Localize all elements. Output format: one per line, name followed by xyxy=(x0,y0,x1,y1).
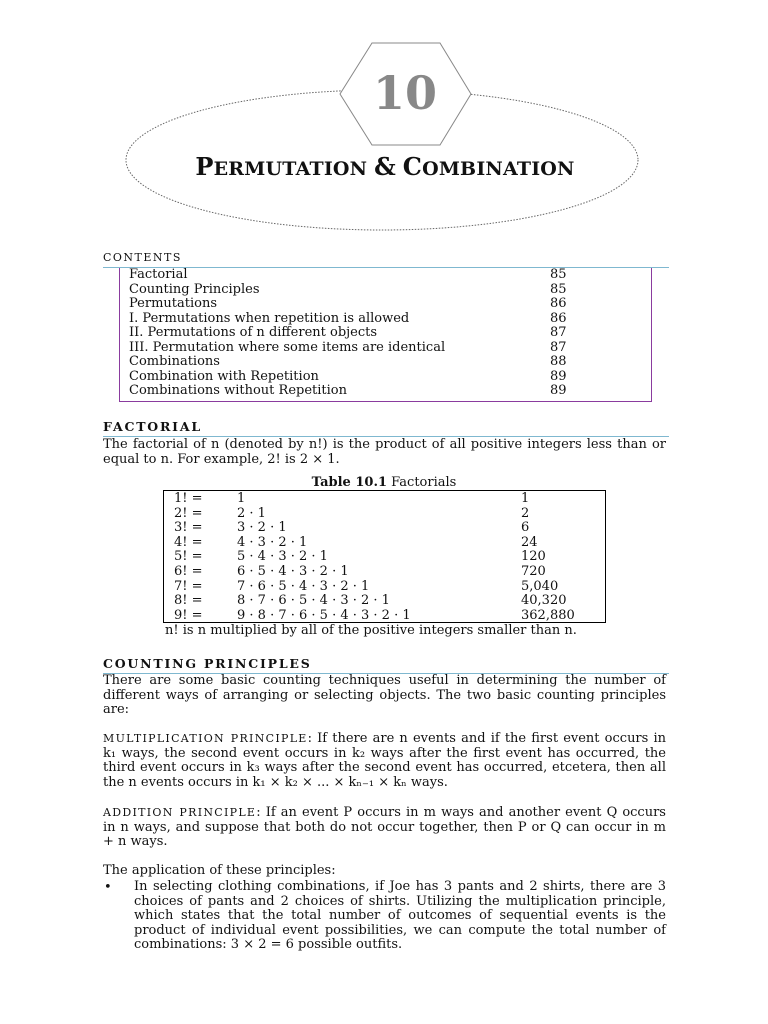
chapter-header-decoration xyxy=(0,0,768,250)
application-intro: The application of these principles: xyxy=(103,863,336,878)
toc-entry[interactable]: Combinations without Repetition 89 xyxy=(129,383,567,398)
table-row: 2! = 2 · 1 2 xyxy=(174,505,530,521)
table-row: 5! = 5 · 4 · 3 · 2 · 1 120 xyxy=(174,549,546,565)
multiplication-principle: MULTIPLICATION PRINCIPLE: If there are n events and if the first event occurs in k₁ ways, the second event occurs in k₂ ways after the first event has occurred, the third event occurs in k₃ ways after the second event has occurred, etcetera, then all the n events occurs in k₁ × k₂ × ... × kₙ₋₁ × kₙ ways. xyxy=(103,731,667,790)
chapter-title xyxy=(140,152,630,181)
toc-entry[interactable]: Permutations 86 xyxy=(129,296,567,311)
toc-entry[interactable]: Combination with Repetition 89 xyxy=(129,368,567,384)
bullet-marker: • xyxy=(104,880,112,895)
table-row: 7! = 7 · 6 · 5 · 4 · 3 · 2 · 1 5,040 xyxy=(174,578,559,594)
toc-entry[interactable]: II. Permutations of n different objects 87 xyxy=(129,325,567,340)
title-word: COMBINATION xyxy=(402,152,575,181)
factorial-table xyxy=(163,490,606,623)
table-row: 4! = 4 · 3 · 2 · 1 24 xyxy=(174,534,538,550)
contents-box xyxy=(119,268,652,402)
table-row: 6! = 6 · 5 · 4 · 3 · 2 · 1 720 xyxy=(174,564,546,579)
title-word: & xyxy=(374,152,396,181)
table-row: 9! = 9 · 8 · 7 · 6 · 5 · 4 · 3 · 2 · 1 362,880 xyxy=(174,607,575,623)
table-row: 8! = 8 · 7 · 6 · 5 · 4 · 3 · 2 · 1 40,320 xyxy=(174,593,567,609)
counting-intro: There are some basic counting techniques useful in determining the number of different ways of arranging or selecting objects. The two basic counting principles are: xyxy=(103,673,666,718)
factorial-table-caption: Table 10.1 Factorials xyxy=(311,475,457,490)
toc-entry[interactable]: Factorial 85 xyxy=(129,267,567,282)
chapter-number: 10 xyxy=(372,66,437,120)
table-row: 1! = 1 1 xyxy=(174,491,530,506)
table-row: 3! = 3 · 2 · 1 6 xyxy=(174,520,530,536)
counting-heading: COUNTING PRINCIPLES xyxy=(103,656,312,671)
toc-entry[interactable]: Counting Principles 85 xyxy=(129,281,567,297)
toc-entry[interactable]: III. Permutation where some items are identical 87 xyxy=(129,339,567,355)
factorial-intro: The factorial of n (denoted by n!) is the product of all positive integers less than or equal to n. For example, 2! is 2 × 1. xyxy=(103,437,666,467)
contents-heading: CONTENTS xyxy=(103,251,182,264)
toc-entry[interactable]: Combinations 88 xyxy=(129,354,567,369)
title-word: PERMUTATION xyxy=(195,152,368,181)
factorial-heading: FACTORIAL xyxy=(103,419,202,434)
toc-entry[interactable]: I. Permutations when repetition is allowed 86 xyxy=(129,310,567,326)
addition-principle: ADDITION PRINCIPLE: If an event P occurs in m ways and another event Q occurs in n ways, and suppose that both do not occur together, then P or Q can occur in m + n ways. xyxy=(103,805,666,850)
bullet-item: In selecting clothing combinations, if Joe has 3 pants and 2 shirts, there are 3 choices of pants and 2 choices of shirts. Utilizing the multiplication principle, which states that the total number of outcomes of sequential events is the product of individual event possibilities, we can compute the total number of combinations: 3 × 2 = 6 possible outfits. xyxy=(134,879,666,953)
factorial-table-note: n! is n multiplied by all of the positive integers smaller than n. xyxy=(165,623,577,638)
